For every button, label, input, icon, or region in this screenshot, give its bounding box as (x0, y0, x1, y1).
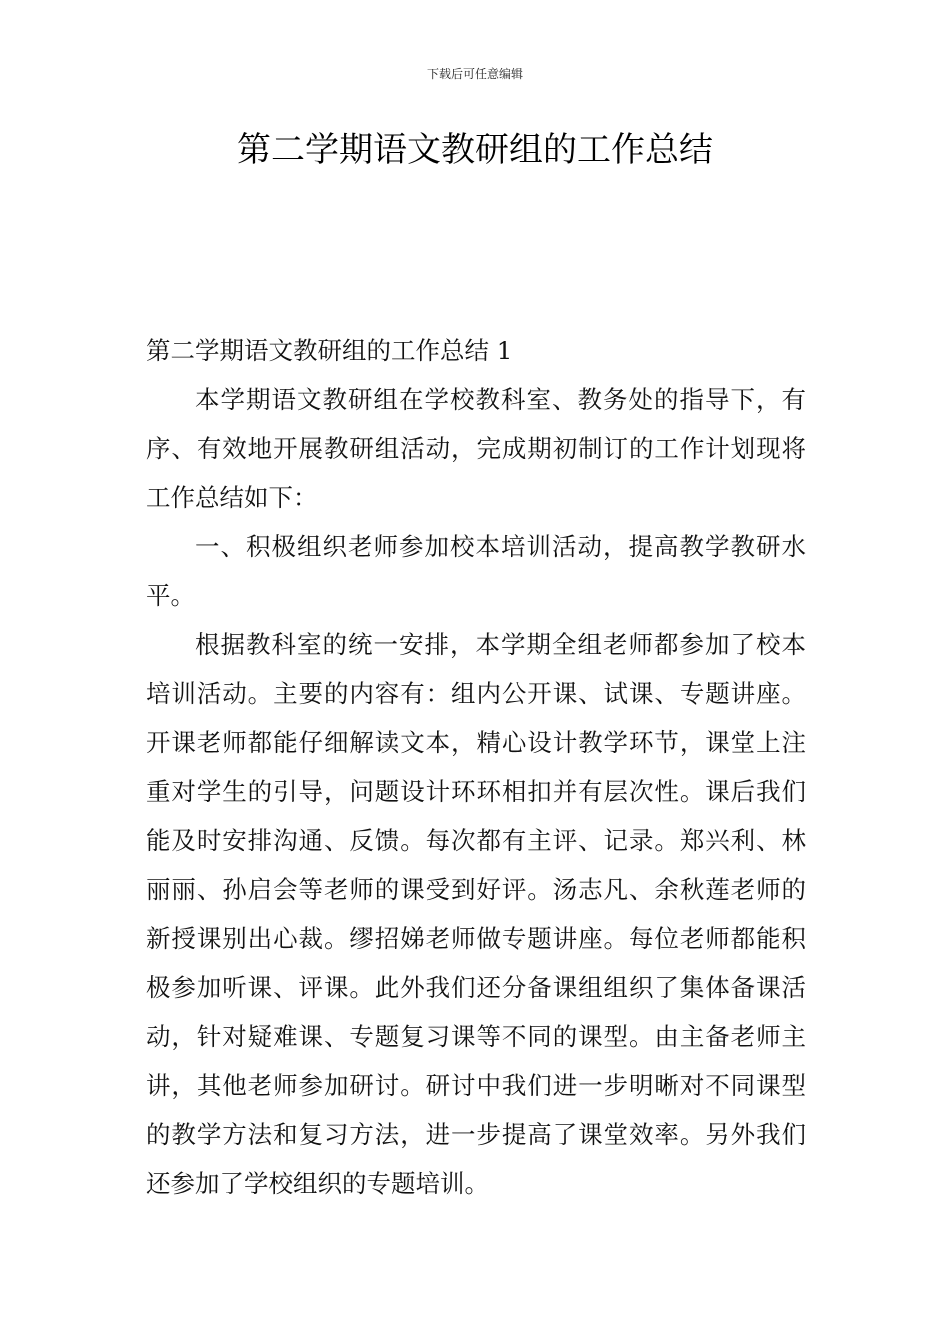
document-body (146, 326, 806, 1208)
paragraph-intro: 本学期语文教研组在学校教科室、教务处的指导下，有序、有效地开展教研组活动，完成期初制订的工作计划现将工作总结如下： (146, 385, 806, 512)
section-heading: 第二学期语文教研组的工作总结 1 (146, 336, 513, 365)
page-header-note: 下载后可任意编辑 (426, 67, 523, 81)
paragraph-point-one: 一、积极组织老师参加校本培训活动，提高教学教研水平。 (146, 532, 806, 610)
paragraph-training-details: 根据教科室的统一安排，本学期全组老师都参加了校本培训活动。主要的内容有：组内公开课、试课、专题讲座。开课老师都能仔细解读文本，精心设计教学环节，课堂上注重对学生的引导，问题设计环环相扣并有层次性。课后我们能及时安排沟通、反馈。每次都有主评、记录。郑兴利、林丽丽、孙启会等老师的课受到好评。汤志凡、余秋莲老师的新授课别出心裁。缪招娣老师做专题讲座。每位老师都能积极参加听课、评课。此外我们还分备课组组织了集体备课活动，针对疑难课、专题复习课等不同的课型。由主备老师主讲，其他老师参加研讨。研讨中我们进一步明晰对不同课型的教学方法和复习方法，进一步提高了课堂效率。另外我们还参加了学校组织的专题培训。 (146, 630, 806, 1198)
document-title: 第二学期语文教研组的工作总结 (237, 130, 713, 170)
